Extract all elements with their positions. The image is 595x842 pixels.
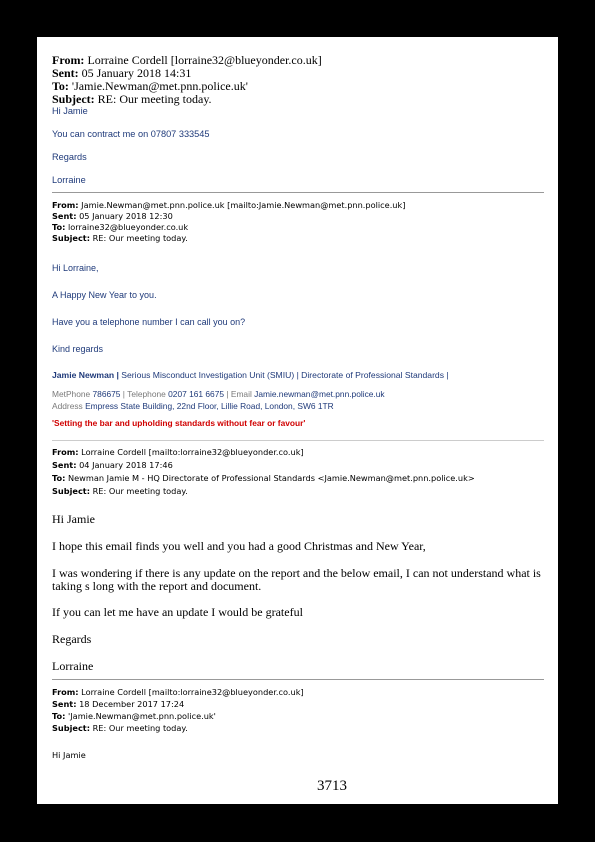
signature-motto: 'Setting the bar and upholding standards without fear or favour' [52,418,306,428]
email3-regards: Regards [52,632,92,646]
divider [52,192,544,193]
email1-to-value: 'Jamie.Newman@met.pnn.police.uk' [71,79,248,93]
email1-sent-value: 05 January 2018 14:31 [81,66,192,80]
email2-body-line: A Happy New Year to you. [52,290,157,300]
email4-from-value: Lorraine Cordell [mailto:lorraine32@blueyonder.co.uk] [81,687,304,697]
email3-sent-value: 04 January 2018 17:46 [79,460,173,470]
email3-subject-value: RE: Our meeting today. [92,486,188,496]
email2-body-line: Kind regards [52,344,104,354]
email3-signoff: Lorraine [52,659,94,673]
signature-line [52,370,449,380]
email4-subject-line: Subject: RE: Our meeting today. [52,723,188,733]
email2-subject-line: Subject: RE: Our meeting today. [52,233,188,243]
email2-to-value: lorraine32@blueyonder.co.uk [68,222,189,232]
email1-body-line: Lorraine [52,175,86,185]
signature-name: Jamie Newman | [52,370,119,380]
email3-from-line: From: Lorraine Cordell [mailto:lorraine32@blueyonder.co.uk] [52,447,304,457]
email2-body-line: Hi Lorraine, [52,263,99,273]
email3-subject-line: Subject: RE: Our meeting today. [52,486,188,496]
email4-to-value: 'Jamie.Newman@met.pnn.police.uk' [68,711,216,721]
email2-to-line: To: lorraine32@blueyonder.co.uk [52,222,189,232]
email4-sent-value: 18 December 2017 17:24 [79,699,185,709]
signature-email-link[interactable]: Jamie.newman@met.pnn.police.uk [254,389,385,399]
signature-unit: Serious Misconduct Investigation Unit (SMIU) | Directorate of Professional Standards | [121,370,449,380]
email1-sent-line: Sent: 05 January 2018 14:31 [52,66,192,80]
email3-paragraph: I was wondering if there is any update on the report and the below email, I can not understand what is [52,566,541,580]
email1-body-line: Hi Jamie [52,106,88,116]
email3-paragraph: taking s long with the report and document. [52,579,262,593]
email4-to-line: To: 'Jamie.Newman@met.pnn.police.uk' [52,711,216,721]
email2-body-line: Have you a telephone number I can call you on? [52,317,246,327]
document-page [37,37,558,804]
email1-from-line: From: Lorraine Cordell [lorraine32@blueyonder.co.uk] [52,53,322,67]
email1-subject-line: Subject: RE: Our meeting today. [52,92,212,106]
email1-to-line: To: 'Jamie.Newman@met.pnn.police.uk' [52,79,248,93]
email2-subject-value: RE: Our meeting today. [92,233,188,243]
email1-subject-value: RE: Our meeting today. [97,92,212,106]
divider [52,440,544,441]
email3-paragraph: I hope this email finds you well and you had a good Christmas and New Year, [52,539,426,553]
email2-from-value: Jamie.Newman@met.pnn.police.uk [mailto:Jamie.Newman@met.pnn.police.uk] [81,200,406,210]
email1-from-value: Lorraine Cordell [lorraine32@blueyonder.co.uk] [87,53,322,67]
email1-body-line: You can contract me on 07807 333545 [52,129,210,139]
email3-to-line: To: Newman Jamie M - HQ Directorate of Professional Standards <Jamie.Newman@met.pnn.police.uk> [52,473,475,483]
email4-subject-value: RE: Our meeting today. [92,723,188,733]
email3-sent-line: Sent: 04 January 2018 17:46 [52,460,173,470]
email4-body-line: Hi Jamie [52,750,86,760]
email3-to-value: Newman Jamie M - HQ Directorate of Professional Standards <Jamie.Newman@met.pnn.police.uk> [68,473,475,483]
email1-body-line: Regards [52,152,87,162]
page-number: 3713 [317,778,347,794]
email3-paragraph: If you can let me have an update I would be grateful [52,605,303,619]
email3-from-value: Lorraine Cordell [mailto:lorraine32@blueyonder.co.uk] [81,447,304,457]
email4-sent-line: Sent: 18 December 2017 17:24 [52,699,185,709]
email2-from-line: From: Jamie.Newman@met.pnn.police.uk [mailto:Jamie.Newman@met.pnn.police.uk] [52,200,406,210]
email3-greeting: Hi Jamie [52,512,95,526]
email4-from-line: From: Lorraine Cordell [mailto:lorraine32@blueyonder.co.uk] [52,687,304,697]
email2-sent-value: 05 January 2018 12:30 [79,211,173,221]
signature-address-line: Address Empress State Building, 22nd Floor, Lillie Road, London, SW6 1TR [52,401,334,411]
divider [52,679,544,680]
signature-contact-line: MetPhone 786675 | Telephone 0207 161 6675 | Email Jamie.newman@met.pnn.police.uk [52,389,385,399]
email2-sent-line: Sent: 05 January 2018 12:30 [52,211,173,221]
